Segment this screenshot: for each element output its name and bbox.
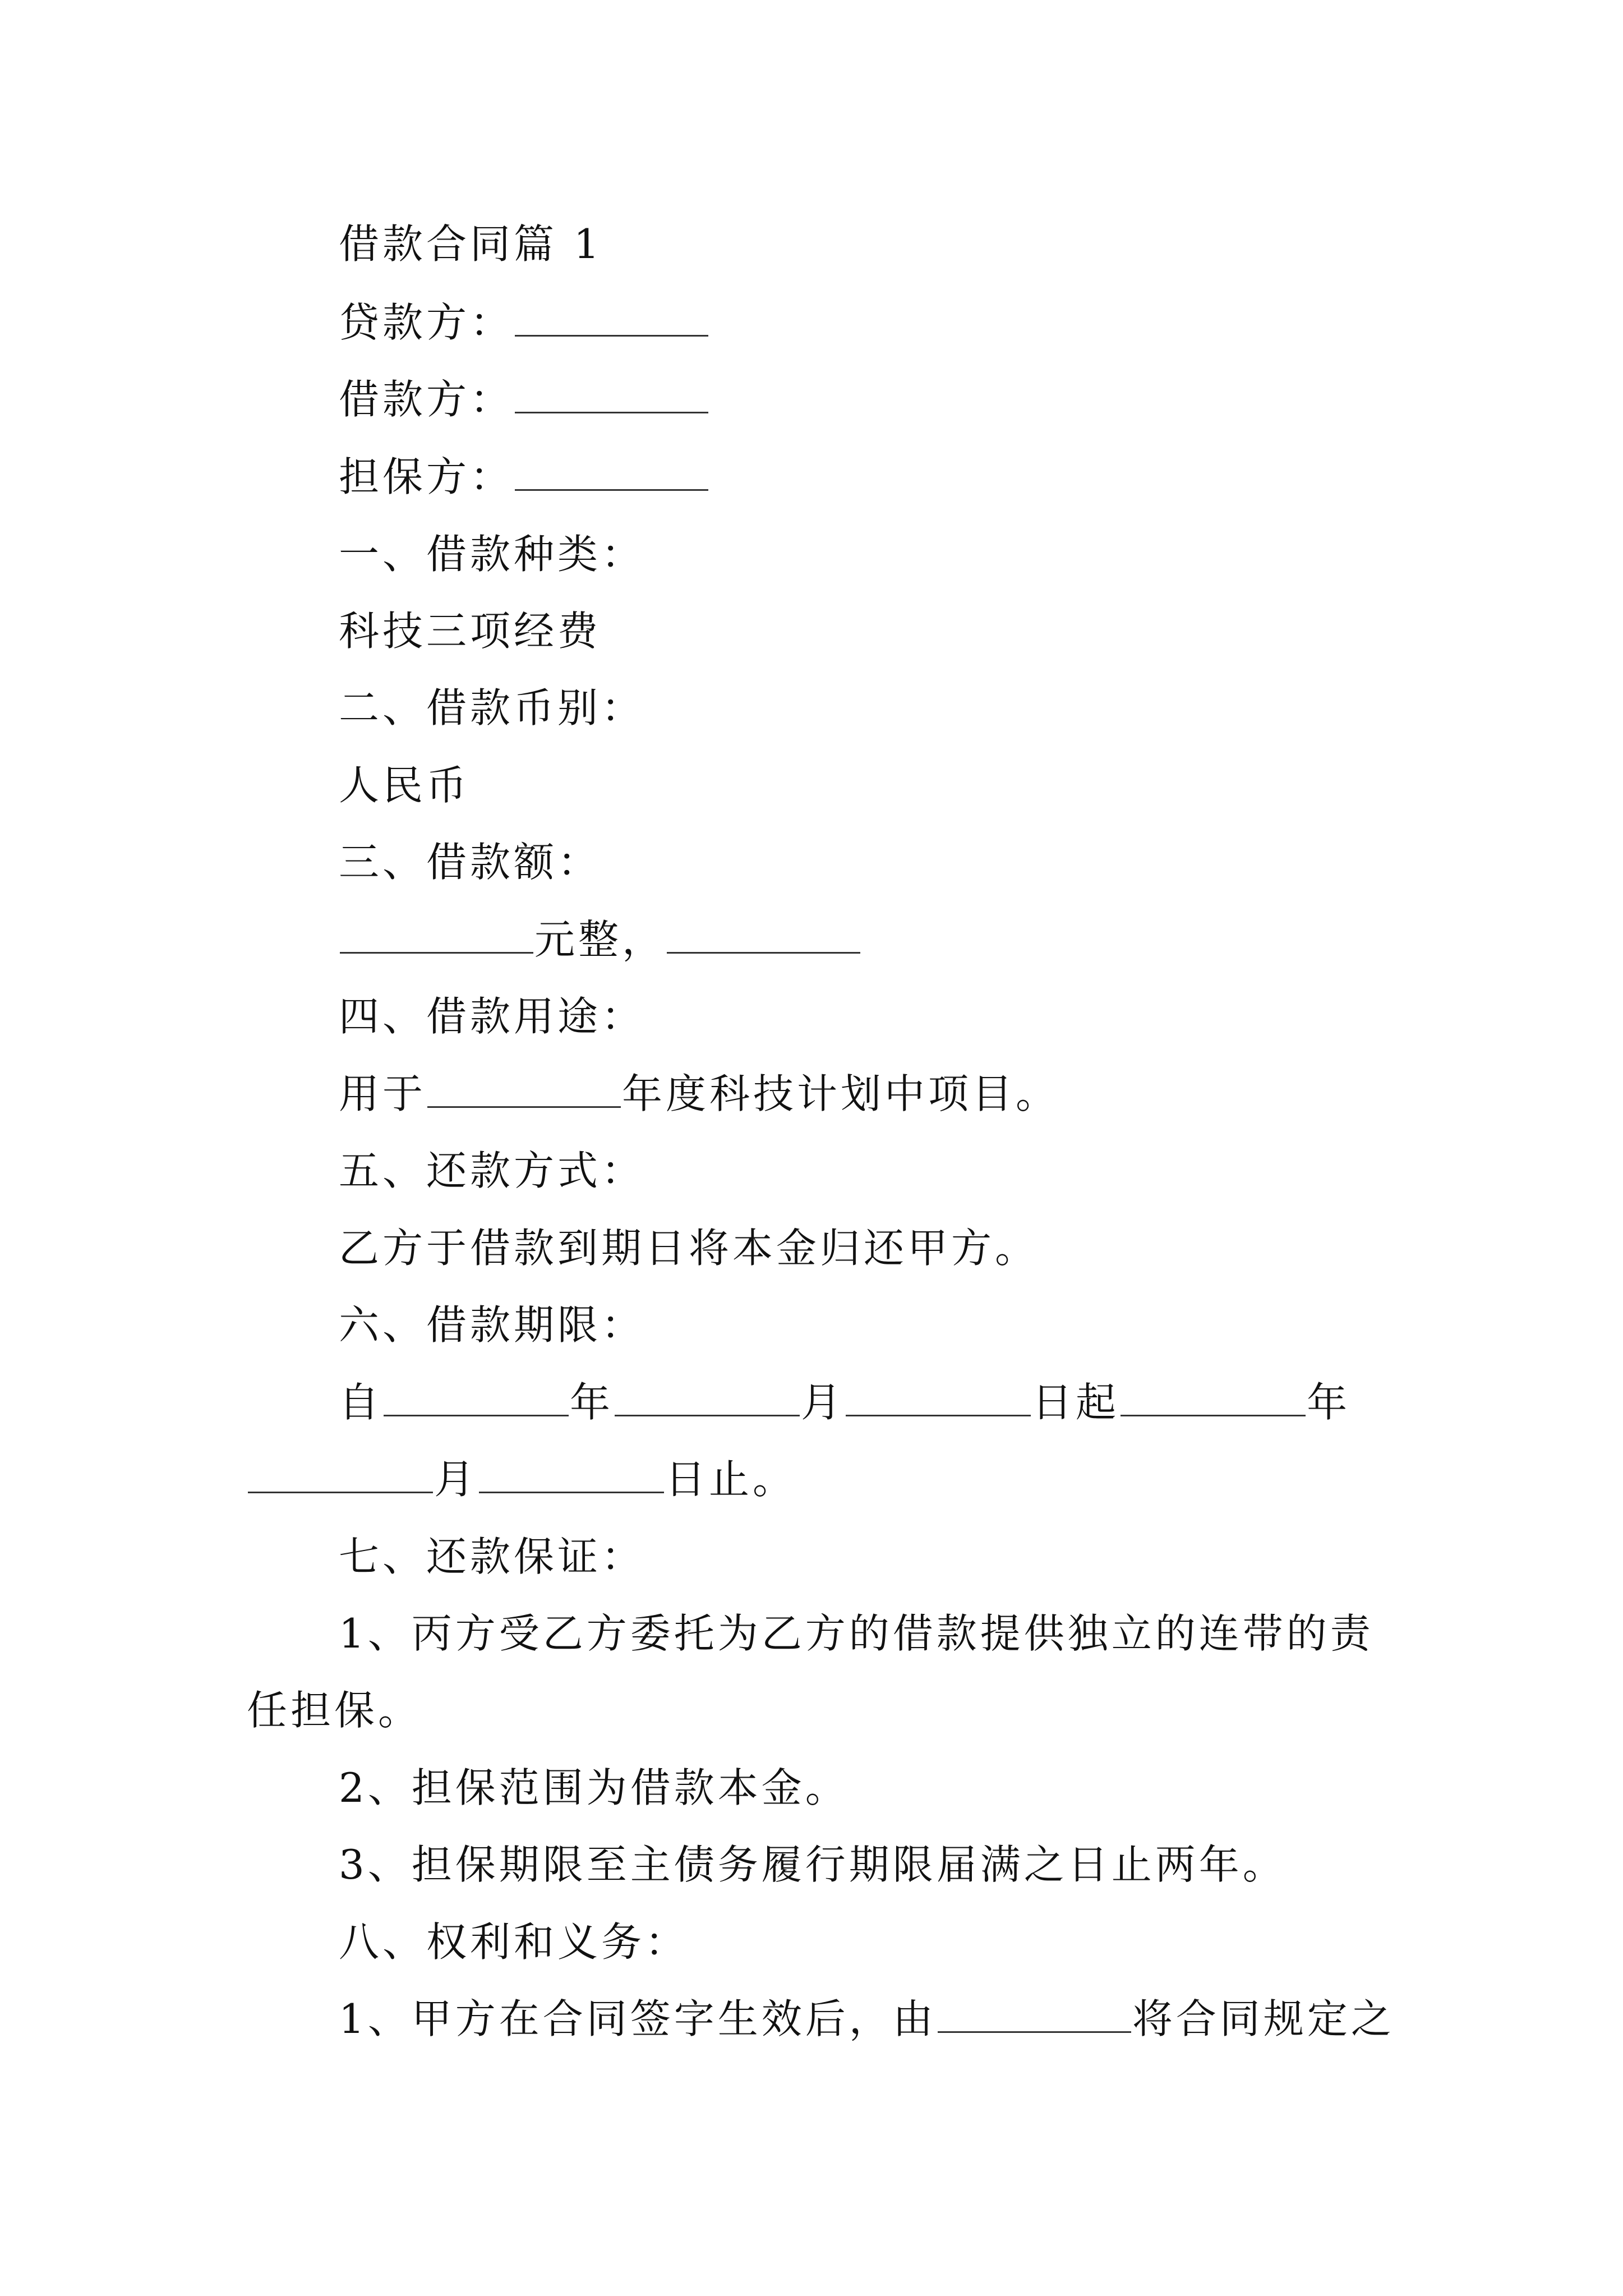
- term-day-start-label: 日起: [1032, 1379, 1120, 1426]
- amount-unit: 元整，: [534, 916, 666, 963]
- section-7-item-2: 2、担保范围为借款本金。: [339, 1764, 849, 1811]
- section-5-heading: 五、还款方式：: [339, 1147, 645, 1194]
- term-day-end-label: 日止。: [665, 1456, 797, 1503]
- guarantor-field: [339, 449, 709, 505]
- term-month2-label: 月: [434, 1456, 478, 1503]
- section-8-item-1: [339, 1991, 1395, 2047]
- amount-words-blank[interactable]: [667, 919, 860, 954]
- term-start-day-blank[interactable]: [846, 1382, 1031, 1416]
- section-1-heading: 一、借款种类：: [339, 531, 645, 578]
- section-7-heading: 七、还款保证：: [339, 1533, 645, 1580]
- section-4-body: [339, 1066, 1059, 1122]
- section-3-body: [339, 912, 861, 968]
- lender-field: [339, 295, 709, 351]
- term-year-label: 年: [570, 1379, 614, 1426]
- term-end-day-blank[interactable]: [479, 1459, 664, 1493]
- section-6-body-line1: [339, 1374, 1350, 1430]
- purpose-suffix: 年度科技计划中项目。: [622, 1070, 1060, 1117]
- rights-item1-prefix: 1、甲方在合同签字生效后，由: [339, 1995, 937, 2042]
- term-year2-label: 年: [1307, 1379, 1351, 1426]
- term-end-month-blank[interactable]: [248, 1459, 433, 1493]
- section-5-body: 乙方于借款到期日将本金归还甲方。: [339, 1225, 1039, 1272]
- section-1-body: 科技三项经费: [339, 608, 602, 655]
- purpose-year-blank[interactable]: [427, 1074, 621, 1108]
- section-3-heading: 三、借款额：: [339, 839, 602, 886]
- section-4-heading: 四、借款用途：: [339, 993, 645, 1040]
- lender-label: 贷款方：: [339, 299, 514, 346]
- section-6-heading: 六、借款期限：: [339, 1301, 645, 1349]
- section-2-body: 人民币: [339, 762, 471, 809]
- term-month-label: 月: [801, 1379, 845, 1426]
- term-from: 自: [339, 1379, 383, 1426]
- section-7-item-1-line2: 任担保。: [247, 1687, 422, 1734]
- section-8-heading: 八、权利和义务：: [339, 1918, 689, 1966]
- section-7-item-3: 3、担保期限至主债务履行期限届满之日止两年。: [339, 1841, 1287, 1888]
- term-end-year-blank[interactable]: [1121, 1382, 1306, 1416]
- section-2-heading: 二、借款币别：: [339, 684, 645, 731]
- rights-item1-suffix: 将合同规定之: [1132, 1995, 1395, 2042]
- section-7-item-1-line1: 1、丙方受乙方委托为乙方的借款提供独立的连带的责: [339, 1610, 1374, 1657]
- document-title: 借款合同篇 1: [339, 220, 603, 268]
- borrower-field: [339, 371, 709, 427]
- term-start-month-blank[interactable]: [615, 1382, 800, 1416]
- rights-party-blank[interactable]: [938, 1999, 1131, 2033]
- guarantor-blank[interactable]: [515, 457, 708, 491]
- guarantor-label: 担保方：: [339, 453, 514, 500]
- purpose-prefix: 用于: [339, 1070, 427, 1117]
- amount-blank[interactable]: [340, 919, 533, 954]
- borrower-blank[interactable]: [515, 379, 708, 413]
- lender-blank[interactable]: [515, 302, 708, 337]
- borrower-label: 借款方：: [339, 376, 514, 423]
- section-6-body-line2: [247, 1451, 796, 1507]
- term-start-year-blank[interactable]: [384, 1382, 569, 1416]
